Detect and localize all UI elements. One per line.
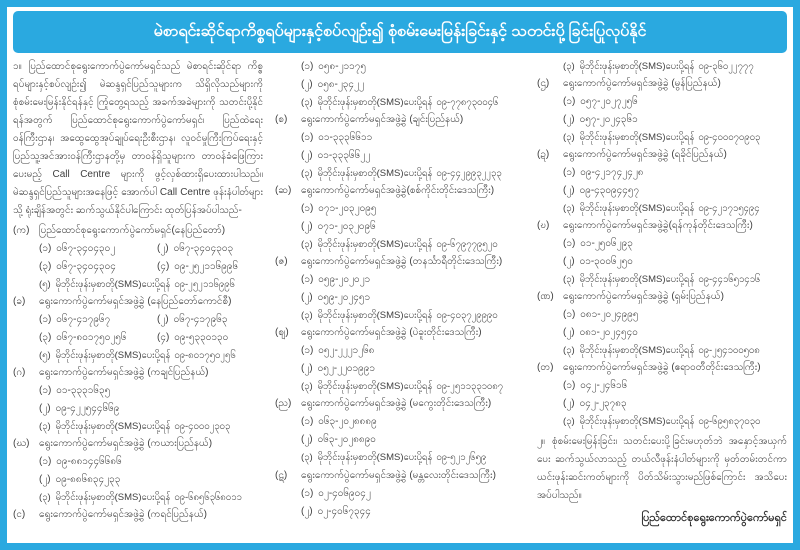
- phone-row: [275, 218, 525, 236]
- phone-entry: [39, 382, 110, 400]
- sms-note-text: မိုဘိုင်းဖုန်းမှစာတို(SMS)ပေးပို့ရန်: [317, 310, 433, 322]
- phone-entry-label: (၂): [157, 243, 169, 254]
- title-banner: [13, 11, 787, 53]
- section-title: ပြည်ထောင်စုရွေးကောက်ပွဲကော်မရှင်(နေပြည်တော်): [39, 225, 226, 236]
- phone-entry: [301, 342, 374, 360]
- phone-row: [13, 382, 263, 400]
- sms-note-text: မိုဘိုင်းဖုန်းမှစာတို(SMS)ပေးပို့ရန်: [317, 97, 433, 108]
- section-heading: [13, 222, 263, 240]
- phone-number: ၀၂-၄၀၆၇၃၄၄: [317, 505, 371, 517]
- section-title: ရွေးကောက်ပွဲကော်မရှင်အဖွဲ့ခွဲ (နေပြည်တော်ကောင်စီ): [39, 296, 232, 308]
- phone-row: [537, 306, 787, 324]
- section-title: ရွေးကောက်ပွဲကော်မရှင်အဖွဲ့ခွဲ(ရန်ကုန်တိုင်းဒေသကြီး): [563, 220, 753, 232]
- sms-entry-label: (၃): [563, 61, 575, 72]
- section-title: ရွေးကောက်ပွဲကော်မရှင်အဖွဲ့ခွဲ (မန္တလေးတိုင်းဒေသကြီး): [301, 469, 496, 481]
- section-heading: [275, 111, 525, 129]
- phone-row: [13, 329, 263, 347]
- section-title: ရွေးကောက်ပွဲကော်မရှင်အဖွဲ့ခွဲ (ရှမ်းပြည်နယ်): [563, 291, 724, 303]
- section-heading: [275, 395, 525, 413]
- phone-entry: [39, 453, 122, 471]
- sms-note-text: မိုဘိုင်းဖုန်းမှစာတို(SMS)ပေးပို့ရန်: [579, 345, 695, 357]
- phone-number: ၀၉-၄၃၀၉၄၄၅၇: [579, 185, 640, 197]
- sms-note-text: မိုဘိုင်းဖုန်းမှစာတို(SMS)ပေးပို့ရန်: [317, 381, 433, 393]
- sms-phone-number: ၀၉-၆၇၉၇၇၉၅၂၀: [436, 239, 498, 251]
- phone-number: ၀၁-၃၃၃၆၆၁၁: [318, 132, 373, 144]
- intro-paragraph: [13, 58, 263, 220]
- section-label: (စ): [275, 114, 288, 126]
- section-title: ရွေးကောက်ပွဲကော်မရှင်အဖွဲ့ခွဲ (မွန်ပြည်နယ်): [563, 78, 721, 90]
- phone-row: [537, 253, 787, 271]
- phone-entry: [157, 311, 228, 329]
- phone-entry-label: (၂): [301, 505, 313, 517]
- phone-number: ၀၁-၃၃၃၁၆၃၅: [56, 385, 111, 397]
- section-label: (ဏ): [537, 291, 554, 303]
- phone-entry-label: (၂): [301, 150, 313, 162]
- phone-number: ၀၆၇-၄၁၇၉၆၃: [173, 314, 228, 326]
- sms-note-text: မိုဘိုင်းဖုန်းမှစာတို(SMS)ပေးပို့ရန်: [317, 239, 433, 251]
- sms-entry-label: (၃): [301, 168, 313, 180]
- sms-entry: [537, 200, 787, 217]
- phone-entry-label: (၂): [563, 185, 575, 197]
- sms-entry-label: (၃): [39, 421, 51, 433]
- section-title: ရွေးကောက်ပွဲကော်မရှင်အဖွဲ့ခွဲ (ရခိုင်ပြည်နယ်): [563, 149, 727, 161]
- phone-number: ၀၆၃-၂၀၂၈၈၉၀: [317, 434, 376, 446]
- section-label: (တ): [537, 362, 554, 374]
- phone-row: [13, 240, 263, 258]
- sms-phone-number: ၀၉-၅၂၁၂၆၅၉: [436, 452, 487, 464]
- phone-entry-label: (၁): [563, 238, 576, 250]
- phone-number: ၀၅၂-၂၂၀၁၉၉၁: [317, 363, 376, 375]
- phone-row: [537, 377, 787, 395]
- section-heading: [275, 467, 525, 485]
- sms-entry-label: (၃): [563, 203, 575, 215]
- phone-number: ၀၆၇-၃၄၀၄၃၀၂: [56, 243, 116, 254]
- phone-number: ၀၈၁-၂၀၂၄၉၉၅: [580, 309, 639, 321]
- sms-phone-number: ၀၉-၄၄၁၆၅၁၄၁၆: [698, 274, 761, 286]
- phone-row: [275, 129, 525, 147]
- phone-row: [537, 182, 787, 200]
- phone-number: ၀၅၉-၂၀၂၀၂၁: [318, 274, 371, 286]
- section-title: ရွေးကောက်ပွဲကော်မရှင်အဖွဲ့ခွဲ (မကွေးတိုင်းဒေသကြီး): [301, 398, 492, 410]
- phone-entry: [39, 400, 119, 418]
- phone-number: ၀၉-၄၂၁၇၄၂၄၂၈: [580, 167, 644, 179]
- phone-entry-label: (၁): [563, 309, 576, 321]
- phone-entry-label: (၂): [301, 79, 313, 90]
- phone-entry-label: (၁): [301, 345, 314, 357]
- sms-note-text: မိုဘိုင်းဖုန်းမှစာတို(SMS)ပေးပို့ရန်: [579, 132, 695, 144]
- phone-entry: [563, 111, 638, 129]
- phone-entry: [563, 395, 627, 413]
- phone-entry-label: (၄): [157, 332, 170, 344]
- phone-row: [537, 164, 787, 182]
- paragraph-marker: ၂။: [537, 435, 545, 447]
- sms-entry-label: (၃): [301, 239, 313, 251]
- phone-number: ၀၂-၄၀၆၉၀၄၂: [318, 487, 371, 499]
- phone-number: ၀၄၂-၂၃၇၈၃: [579, 398, 627, 410]
- sms-entry-label: (၃): [301, 310, 313, 322]
- column-1: [13, 58, 263, 540]
- section-title: ရွေးကောက်ပွဲကော်မရှင်အဖွဲ့ခွဲ (ကချင်ပြည်နယ်): [39, 367, 209, 379]
- phone-entry-label: (၁): [39, 314, 52, 326]
- sms-note-text: မိုဘိုင်းဖုန်းမှစာတို(SMS)ပေးပို့ရန်: [55, 492, 171, 504]
- phone-entry: [39, 329, 157, 347]
- phone-row: [13, 400, 263, 418]
- paragraph-text: ပြည်ထောင်စုရွေးကောက်ပွဲကော်မရှင်သည် မဲစာရင်းဆိုင်ရာ ကိစ္စရပ်များနှင့်စပ်လျဉ်း၍ မဲဆန္ဒရှင်ပြည်သူများက သိရှိလိုသည်များကို စုံစမ်းမေးမြန်းနိုင်ရန်နှင့် ကြုံတွေ့ရသည့် အခက်အခဲများကို သတင်းပို့နိုင်ရန်အတွက် ပြည်ထောင်စုရွေးကောက်ပွဲကော်မရှင်၊ ပြည်ထဲရေးဝန်ကြီးဌာန၊ အထွေထွေအုပ်ချုပ်ရေးဦးစီးဌာန၊ လူဝင်မှုကြီးကြပ်ရေးနှင့် ပြည်သူ့အင်အားဝန်ကြီးဌာနတို့မှ တာဝန်ရှိသူများက တာဝန်ခံဖြေကြားပေးမည့် Call Centre များကို ဖွင့်လှစ်ထားရှိပေးထားပါသည်။ မဲဆန္ဒရှင်ပြည်သူများအနေဖြင့် အောက်ပါ Call Centre ဖုန်းနံပါတ်များသို့ ရုံးချိန်အတွင်း ဆက်သွယ်နိုင်ပါကြောင်း ထုတ်ပြန်အပ်ပါသည်-: [13, 61, 263, 216]
- phone-entry-label: (၂): [301, 221, 313, 233]
- phone-number: ၀၆၇-၃၄၀၄၃၀၄: [56, 261, 116, 272]
- section-heading: [537, 75, 787, 93]
- sms-entry: [275, 94, 525, 111]
- phone-row: [537, 111, 787, 129]
- column-3: [537, 58, 787, 540]
- phone-row: [275, 271, 525, 289]
- sms-note-text: မိုဘိုင်းဖုန်းမှစာတို(SMS)ပေးပို့ရန်: [317, 452, 433, 464]
- phone-entry-label: (၁): [39, 456, 52, 468]
- phone-entry: [39, 240, 157, 258]
- sms-entry: [13, 418, 263, 435]
- sms-entry: [537, 129, 787, 146]
- sms-entry-label: (၅): [39, 279, 51, 290]
- phone-number: ၀၆၇-၄၁၇၉၆၇: [56, 314, 111, 326]
- phone-row: [537, 395, 787, 413]
- phone-entry: [563, 235, 633, 253]
- section-heading: [537, 217, 787, 235]
- phone-row: [275, 360, 525, 378]
- section-label: (ဂ): [13, 367, 26, 379]
- phone-entry-label: (၁): [301, 132, 314, 144]
- phone-number: ၀၁-၃၀၀၆၂၅၀: [579, 256, 633, 268]
- phone-entry: [563, 324, 638, 342]
- section-heading: [13, 435, 263, 453]
- phone-row: [275, 413, 525, 431]
- phone-number: ၀၁-၃၃၃၆၆၂၂: [317, 150, 371, 162]
- phone-entry-label: (၁): [563, 96, 576, 108]
- section-label: (ဇ): [275, 256, 288, 268]
- phone-number: ၀၆၇-၈၀၁၇၅၀၂၅၆: [56, 332, 127, 344]
- sms-entry: [13, 489, 263, 506]
- phone-row: [537, 235, 787, 253]
- phone-entry: [563, 164, 643, 182]
- section-title: ရွေးကောက်ပွဲကော်မရှင်အဖွဲ့ခွဲ(စစ်ကိုင်းတိုင်းဒေသကြီး): [301, 185, 495, 197]
- phone-entry-label: (၁): [301, 416, 314, 428]
- phone-number: ၀၉-၈၈၆၈၃၄၂၃၃: [55, 474, 121, 486]
- phone-entry: [563, 253, 633, 271]
- section-title: ရွေးကောက်ပွဲကော်မရှင်အဖွဲ့ခွဲ (တနင်္သာရီတိုင်းဒေသကြီး): [301, 256, 503, 268]
- phone-entry: [301, 129, 372, 147]
- phone-entry: [301, 218, 376, 236]
- section-label: (ဃ): [13, 438, 30, 450]
- phone-entry-label: (၁): [301, 203, 314, 215]
- sms-phone-number: ၀၉-၄၀၀၀၂၃၀၃: [174, 421, 231, 433]
- section-label: (ဈ): [275, 327, 289, 339]
- phone-entry: [39, 311, 157, 329]
- phone-row: [537, 324, 787, 342]
- phone-number: ၀၇၁-၂၀၃၂၀၉၆: [317, 221, 376, 233]
- phone-row: [275, 76, 525, 94]
- section-label: (က): [13, 225, 30, 236]
- phone-row: [275, 431, 525, 449]
- sms-entry: [275, 307, 525, 324]
- phone-entry: [301, 360, 375, 378]
- phone-entry-label: (၂): [39, 474, 51, 486]
- section-label: (ည): [275, 398, 292, 410]
- phone-row: [13, 258, 263, 276]
- section-heading: [275, 253, 525, 271]
- sms-phone-number: ၀၉-၄၄၂၉၉၃၂၂၃၃: [436, 168, 502, 180]
- phone-number: ၀၅၂-၂၂၂၁၂၆၈: [318, 345, 375, 357]
- sms-note-text: မိုဘိုင်းဖုန်းမှစာတို(SMS)ပေးပို့ရန်: [579, 61, 695, 72]
- phone-number: ၀၅၈-၂၃၄၂၂: [317, 79, 364, 90]
- sms-entry-label: (၃): [563, 132, 575, 144]
- section-heading: [13, 293, 263, 311]
- section-title: ရွေးကောက်ပွဲကော်မရှင်အဖွဲ့ခွဲ (ချင်းပြည်နယ်): [301, 114, 464, 126]
- phone-row: [537, 93, 787, 111]
- sms-entry-label: (၅): [39, 350, 51, 362]
- sms-entry-label: (၃): [563, 416, 575, 428]
- sms-note-text: မိုဘိုင်းဖုန်းမှစာတို(SMS)ပေးပို့ရန်: [579, 203, 695, 215]
- paragraph-marker: ၁။: [13, 61, 22, 72]
- phone-entry: [301, 503, 371, 521]
- section-heading: [275, 324, 525, 342]
- sms-entry: [537, 58, 787, 75]
- sms-phone-number: ၀၉-၇၇၈၇၃၀၀၄၆: [436, 97, 499, 108]
- column-2: [275, 58, 525, 540]
- sms-entry-label: (၃): [563, 345, 575, 357]
- phone-entry-label: (၃): [39, 261, 52, 272]
- phone-row: [275, 200, 525, 218]
- phone-row: [275, 58, 525, 76]
- sms-entry-label: (၃): [301, 381, 313, 393]
- section-title: ရွေးကောက်ပွဲကော်မရှင်အဖွဲ့ခွဲ (ကယားပြည်နယ်): [39, 438, 213, 450]
- phone-entry: [157, 240, 233, 258]
- sms-entry-label: (၃): [301, 452, 313, 464]
- phone-number: ၀၅၇-၂၀၂၄၃၆၁: [579, 114, 638, 126]
- sms-phone-number: ၀၉-၆၉၅၈၃၇၀၃၀: [698, 416, 761, 428]
- phone-number: ၀၇၁-၂၀၃၂၀၉၅: [318, 203, 377, 215]
- phone-entry: [301, 413, 377, 431]
- phone-row: [275, 485, 525, 503]
- sms-note-text: မိုဘိုင်းဖုန်းမှစာတို(SMS)ပေးပို့ရန်: [579, 416, 695, 428]
- sms-entry: [275, 236, 525, 253]
- sms-entry: [13, 276, 263, 293]
- sms-phone-number: ၀၉-၆၈၅၆၃၆၈၀၁၁: [174, 492, 242, 504]
- sms-entry: [537, 413, 787, 430]
- phone-entry: [301, 431, 376, 449]
- phone-entry: [301, 147, 370, 165]
- phone-entry: [301, 58, 366, 76]
- section-label: (ခ): [13, 296, 26, 308]
- phone-entry-label: (၁): [39, 243, 52, 254]
- sms-entry-label: (၃): [39, 492, 51, 504]
- section-label: (င): [13, 509, 26, 521]
- phone-number: ၀၉-၈၈၁၄၄၆၆၈၆: [56, 456, 122, 468]
- phone-number: ၀၉-၄၂၂၅၄၄၆၆၉: [55, 403, 120, 415]
- sms-entry: [537, 271, 787, 288]
- sms-entry-label: (၃): [301, 97, 313, 108]
- phone-entry-label: (၁): [301, 61, 314, 72]
- phone-entry-label: (၂): [301, 434, 313, 446]
- phone-number: ၀၈၁-၂၀၂၄၅၄၀: [579, 327, 638, 339]
- phone-entry-label: (၁): [563, 380, 576, 392]
- sms-phone-number: ၀၉-၃၆၀၂၂၇၇၇: [698, 61, 754, 72]
- sms-phone-number: ၀၉-၂၅၁၁၃၃၁၀၈၇: [436, 381, 504, 393]
- section-label: (ဎ): [537, 220, 550, 232]
- phone-entry-label: (၂): [563, 327, 575, 339]
- phone-number: ၀၅၇-၂၀၂၇၂၅၆: [580, 96, 638, 108]
- section-heading: [537, 288, 787, 306]
- phone-entry-label: (၄): [157, 261, 170, 272]
- phone-entry-label: (၃): [39, 332, 52, 344]
- phone-number: ၀၅၈-၂၁၁၇၅: [318, 61, 367, 72]
- closing-paragraph: [537, 433, 787, 505]
- sms-note-text: မိုဘိုင်းဖုန်းမှစာတို(SMS)ပေးပို့ရန်: [579, 274, 695, 286]
- sms-phone-number: ၀၉-၄၀၃၇၂၉၉၉၀: [436, 310, 498, 322]
- section-title: ရွေးကောက်ပွဲကော်မရှင်အဖွဲ့ခွဲ (ကရင်ပြည်နယ်): [39, 509, 208, 521]
- phone-number: ၀၆၃-၂၀၂၈၈၈၉: [318, 416, 377, 428]
- phone-number: ၀၅၉-၂၀၂၄၅၁: [317, 292, 371, 304]
- phone-entry: [301, 200, 376, 218]
- sms-phone-number: ၀၉-၄၂၁၇၁၅၄၉၄: [698, 203, 760, 215]
- phone-entry-label: (၂): [563, 114, 575, 126]
- phone-entry: [157, 329, 228, 347]
- sms-entry: [275, 165, 525, 182]
- phone-entry-label: (၁): [563, 167, 576, 179]
- phone-entry: [157, 258, 238, 276]
- phone-entry-label: (၂): [157, 314, 169, 326]
- phone-entry-label: (၂): [563, 398, 575, 410]
- content-columns: [13, 58, 787, 540]
- phone-number: ၀၉-၅၃၃၀၁၃၀: [174, 332, 229, 344]
- phone-number: ၀၁-၂၅၀၆၂၉၃: [580, 238, 633, 250]
- phone-entry: [39, 258, 157, 276]
- phone-row: [275, 342, 525, 360]
- sms-entry: [275, 449, 525, 466]
- phone-number: ၀၆၇-၃၄၀၄၃၀၃: [173, 243, 234, 254]
- phone-row: [13, 471, 263, 489]
- sms-phone-number: ၀၉-၂၅၂၁၁၆၉၉၆: [174, 279, 235, 290]
- phone-entry: [39, 471, 120, 489]
- sms-note-text: မိုဘိုင်းဖုန်းမှစာတို(SMS)ပေးပို့ရန်: [55, 350, 171, 362]
- phone-entry-label: (၂): [301, 292, 313, 304]
- section-title: ရွေးကောက်ပွဲကော်မရှင်အဖွဲ့ခွဲ (ပဲခူးတိုင်းဒေသကြီး): [301, 327, 482, 339]
- section-label: (ဌ): [537, 78, 550, 90]
- sms-note-text: မိုဘိုင်းဖုန်းမှစာတို(SMS)ပေးပို့ရန်: [55, 279, 171, 290]
- phone-entry: [563, 182, 639, 200]
- sms-phone-number: ၀၉-၂၅၄၁၀၀၅၀၈: [698, 345, 760, 357]
- phone-entry-label: (၁): [301, 487, 314, 499]
- commission-signature: ပြည်ထောင်စုရွေးကောက်ပွဲကော်မရှင်: [641, 511, 787, 524]
- section-heading: [13, 364, 263, 382]
- sms-phone-number: ၀၉-၄၀၀၀၇၀၉၀၃: [698, 132, 761, 144]
- sms-note-text: မိုဘိုင်းဖုန်းမှစာတို(SMS)ပေးပို့ရန်: [55, 421, 171, 433]
- phone-entry: [301, 485, 371, 503]
- section-heading: [275, 182, 525, 200]
- paragraph-text: စုံစမ်းမေးမြန်းခြင်း၊ သတင်းပေးပို့ခြင်းမဟုတ်ဘဲ အနှောင့်အယှက်ပေး ဆက်သွယ်လာသည့် တယ်လီဖုန်းနံပါတ်များကို မှတ်တမ်းတင်ကာ ယင်းဖုန်းဆင်းကတ်များကို ပိတ်သိမ်းသွားမည်ဖြစ်ကြောင်း အသိပေးအပ်ပါသည်။: [537, 435, 787, 501]
- sms-entry-label: (၃): [563, 274, 575, 286]
- phone-entry: [563, 377, 627, 395]
- phone-entry-label: (၁): [301, 274, 314, 286]
- phone-entry: [301, 76, 364, 94]
- section-heading: [537, 146, 787, 164]
- phone-row: [13, 311, 263, 329]
- phone-entry: [563, 306, 639, 324]
- phone-entry-label: (၂): [563, 256, 575, 268]
- section-label: (ဆ): [275, 185, 292, 197]
- phone-row: [13, 453, 263, 471]
- section-title: ရွေးကောက်ပွဲကော်မရှင်အဖွဲ့ခွဲ (ဧရာဝတီတိုင်းဒေသကြီး): [563, 362, 761, 374]
- phone-number: ၀၉-၂၅၂၁၁၆၉၉၆: [174, 261, 239, 272]
- sms-note-text: မိုဘိုင်းဖုန်းမှစာတို(SMS)ပေးပို့ရန်: [317, 168, 433, 180]
- section-heading: [537, 359, 787, 377]
- sms-phone-number: ၀၉-၈၀၁၇၅၀၂၅၆: [174, 350, 236, 362]
- phone-entry-label: (၂): [39, 403, 51, 415]
- sms-entry: [275, 378, 525, 395]
- sms-entry: [13, 347, 263, 364]
- phone-row: [275, 147, 525, 165]
- phone-entry-label: (၂): [301, 363, 313, 375]
- phone-row: [275, 289, 525, 307]
- phone-entry: [563, 93, 638, 111]
- section-label: (ဍ): [537, 149, 550, 161]
- section-heading: [13, 506, 263, 524]
- phone-entry: [301, 271, 370, 289]
- phone-entry-label: (၁): [39, 385, 52, 397]
- sms-entry: [537, 342, 787, 359]
- phone-row: [275, 503, 525, 521]
- phone-entry: [301, 289, 370, 307]
- phone-number: ၀၄၂-၂၄၆၁၆: [580, 380, 628, 392]
- page-title: မဲစာရင်းဆိုင်ရာကိစ္စရပ်များနှင့်စပ်လျဉ်း၍ စုံစမ်းမေးမြန်းခြင်းနှင့် သတင်းပို့ခြင်းပြုလုပ်နိုင်: [153, 23, 647, 41]
- section-label: (ဋ): [275, 469, 288, 481]
